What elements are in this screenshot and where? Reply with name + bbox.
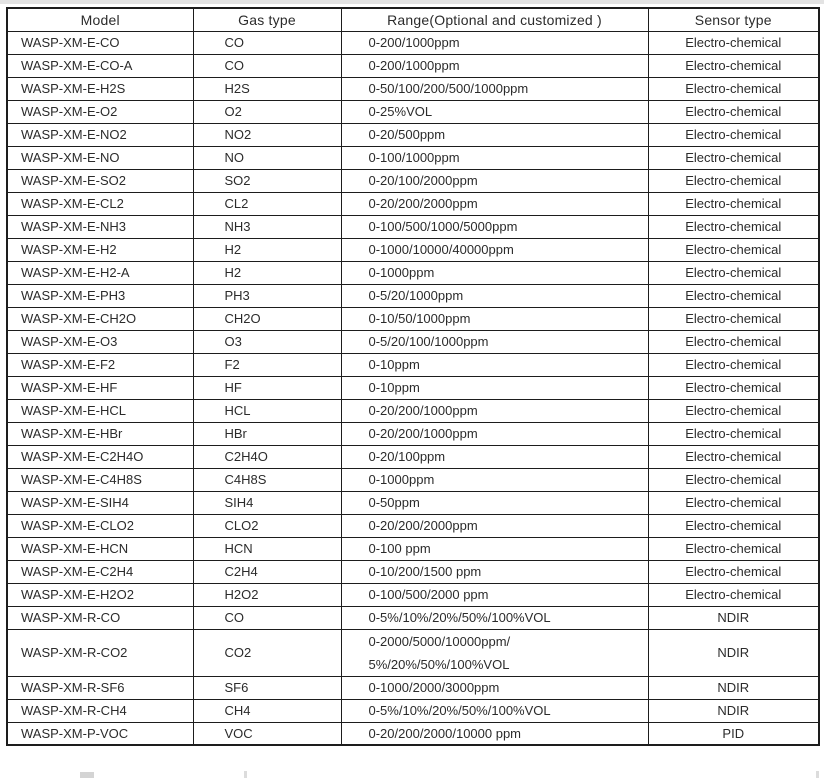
model-cell: WASP-XM-E-NH3 bbox=[7, 215, 193, 238]
range-cell bbox=[341, 238, 648, 261]
range-cell bbox=[341, 330, 648, 353]
gas-cell: CLO2 bbox=[193, 514, 341, 537]
range-cell bbox=[341, 376, 648, 399]
table-row bbox=[7, 169, 819, 192]
gas-cell: SO2 bbox=[193, 169, 341, 192]
model-cell: WASP-XM-E-H2 bbox=[7, 238, 193, 261]
table-row bbox=[7, 54, 819, 77]
sensor-cell: Electro-chemical bbox=[648, 77, 819, 100]
range-cell bbox=[341, 629, 648, 676]
range-line: 0-25%VOL bbox=[368, 104, 433, 119]
range-line: 0-1000/10000/40000ppm bbox=[368, 242, 514, 257]
gas-cell: H2S bbox=[193, 77, 341, 100]
table-row bbox=[7, 583, 819, 606]
sensor-cell: Electro-chemical bbox=[648, 238, 819, 261]
gas-cell: CO bbox=[193, 31, 341, 54]
range-cell bbox=[341, 146, 648, 169]
sensor-cell: Electro-chemical bbox=[648, 399, 819, 422]
range-line: 0-1000ppm bbox=[368, 472, 435, 487]
sensor-cell: Electro-chemical bbox=[648, 215, 819, 238]
selection-tick-icon bbox=[816, 771, 819, 778]
model-cell: WASP-XM-E-CH2O bbox=[7, 307, 193, 330]
table-row bbox=[7, 399, 819, 422]
table-row bbox=[7, 192, 819, 215]
range-cell bbox=[341, 192, 648, 215]
range-line: 0-5/20/100/1000ppm bbox=[368, 334, 489, 349]
table-row bbox=[7, 215, 819, 238]
sensor-cell: Electro-chemical bbox=[648, 192, 819, 215]
range-cell bbox=[341, 353, 648, 376]
sensor-cell: NDIR bbox=[648, 699, 819, 722]
range-line: 0-20/100/2000ppm bbox=[368, 173, 478, 188]
gas-cell: HCL bbox=[193, 399, 341, 422]
range-cell bbox=[341, 722, 648, 745]
model-cell: WASP-XM-R-SF6 bbox=[7, 676, 193, 699]
range-line: 0-20/100ppm bbox=[368, 449, 446, 464]
table-body bbox=[7, 31, 819, 745]
header-cell-gas: Gas type bbox=[193, 8, 341, 31]
range-line: 0-2000/5000/10000ppm/ bbox=[368, 633, 511, 649]
range-line: 0-20/500ppm bbox=[368, 127, 446, 142]
gas-cell: CO2 bbox=[193, 629, 341, 676]
range-cell bbox=[341, 560, 648, 583]
table-row bbox=[7, 629, 819, 676]
range-cell bbox=[341, 676, 648, 699]
table-row bbox=[7, 537, 819, 560]
model-cell: WASP-XM-E-C4H8S bbox=[7, 468, 193, 491]
model-cell: WASP-XM-E-H2O2 bbox=[7, 583, 193, 606]
sensor-cell: Electro-chemical bbox=[648, 100, 819, 123]
table-row bbox=[7, 514, 819, 537]
model-cell: WASP-XM-E-CLO2 bbox=[7, 514, 193, 537]
range-cell bbox=[341, 169, 648, 192]
range-line: 0-1000ppm bbox=[368, 265, 435, 280]
model-cell: WASP-XM-R-CO bbox=[7, 606, 193, 629]
sensor-cell: Electro-chemical bbox=[648, 54, 819, 77]
range-line: 0-100 ppm bbox=[368, 541, 431, 556]
range-line: 0-20/200/2000ppm bbox=[368, 518, 478, 533]
range-cell bbox=[341, 399, 648, 422]
model-cell: WASP-XM-E-NO bbox=[7, 146, 193, 169]
model-cell: WASP-XM-E-PH3 bbox=[7, 284, 193, 307]
model-cell: WASP-XM-R-CH4 bbox=[7, 699, 193, 722]
range-line: 0-20/200/2000/10000 ppm bbox=[368, 725, 522, 741]
gas-cell: NO bbox=[193, 146, 341, 169]
table-row bbox=[7, 261, 819, 284]
range-line: 0-200/1000ppm bbox=[368, 58, 460, 73]
model-cell: WASP-XM-E-NO2 bbox=[7, 123, 193, 146]
gas-detector-spec-table bbox=[6, 7, 820, 746]
range-line: 0-10/200/1500 ppm bbox=[368, 564, 482, 579]
table-header-row bbox=[7, 8, 819, 31]
range-cell bbox=[341, 307, 648, 330]
sensor-cell: Electro-chemical bbox=[648, 330, 819, 353]
model-cell: WASP-XM-E-C2H4 bbox=[7, 560, 193, 583]
sensor-cell: Electro-chemical bbox=[648, 284, 819, 307]
sensor-cell: Electro-chemical bbox=[648, 376, 819, 399]
range-line: 0-100/500/2000 ppm bbox=[368, 587, 489, 602]
range-cell bbox=[341, 123, 648, 146]
model-cell: WASP-XM-E-HCL bbox=[7, 399, 193, 422]
gas-cell: CH4 bbox=[193, 699, 341, 722]
range-cell bbox=[341, 468, 648, 491]
top-edge-strip bbox=[0, 0, 824, 4]
sensor-cell: Electro-chemical bbox=[648, 169, 819, 192]
sensor-cell: Electro-chemical bbox=[648, 583, 819, 606]
gas-cell: NO2 bbox=[193, 123, 341, 146]
range-line: 0-20/200/1000ppm bbox=[368, 403, 478, 418]
model-cell: WASP-XM-E-CO-A bbox=[7, 54, 193, 77]
gas-cell: HCN bbox=[193, 537, 341, 560]
range-line: 0-100/500/1000/5000ppm bbox=[368, 219, 518, 234]
gas-cell: CL2 bbox=[193, 192, 341, 215]
model-cell: WASP-XM-E-SIH4 bbox=[7, 491, 193, 514]
range-line: 0-20/200/1000ppm bbox=[368, 426, 478, 441]
model-cell: WASP-XM-E-HF bbox=[7, 376, 193, 399]
header-cell-range: Range(Optional and customized ) bbox=[341, 8, 648, 31]
range-line: 0-5%/10%/20%/50%/100%VOL bbox=[368, 703, 551, 718]
range-line: 0-10ppm bbox=[368, 380, 420, 395]
sensor-cell: Electro-chemical bbox=[648, 491, 819, 514]
range-line: 0-10ppm bbox=[368, 357, 420, 372]
sensor-cell: Electro-chemical bbox=[648, 514, 819, 537]
gas-cell: H2 bbox=[193, 261, 341, 284]
table-resize-handle bbox=[80, 772, 94, 778]
range-line: 0-50/100/200/500/1000ppm bbox=[368, 81, 529, 96]
table-row bbox=[7, 445, 819, 468]
table-row bbox=[7, 699, 819, 722]
sensor-cell: NDIR bbox=[648, 606, 819, 629]
table-row bbox=[7, 468, 819, 491]
gas-cell: F2 bbox=[193, 353, 341, 376]
gas-cell: VOC bbox=[193, 722, 341, 745]
range-line: 0-1000/2000/3000ppm bbox=[368, 680, 500, 695]
model-cell: WASP-XM-E-SO2 bbox=[7, 169, 193, 192]
range-cell bbox=[341, 77, 648, 100]
gas-cell: CO bbox=[193, 54, 341, 77]
sensor-cell: Electro-chemical bbox=[648, 146, 819, 169]
range-cell bbox=[341, 284, 648, 307]
sensor-cell: Electro-chemical bbox=[648, 353, 819, 376]
gas-cell: SIH4 bbox=[193, 491, 341, 514]
table-row bbox=[7, 284, 819, 307]
table-row bbox=[7, 422, 819, 445]
table-row bbox=[7, 353, 819, 376]
range-cell bbox=[341, 514, 648, 537]
model-cell: WASP-XM-E-CO bbox=[7, 31, 193, 54]
model-cell: WASP-XM-R-CO2 bbox=[7, 629, 193, 676]
sensor-cell: Electro-chemical bbox=[648, 261, 819, 284]
range-cell bbox=[341, 54, 648, 77]
table-row bbox=[7, 560, 819, 583]
sensor-cell: Electro-chemical bbox=[648, 307, 819, 330]
gas-cell: HBr bbox=[193, 422, 341, 445]
range-line: 0-20/200/2000ppm bbox=[368, 196, 478, 211]
sensor-cell: NDIR bbox=[648, 629, 819, 676]
gas-cell: H2 bbox=[193, 238, 341, 261]
range-line: 0-200/1000ppm bbox=[368, 35, 460, 50]
sensor-cell: Electro-chemical bbox=[648, 445, 819, 468]
sensor-cell: Electro-chemical bbox=[648, 31, 819, 54]
model-cell: WASP-XM-E-C2H4O bbox=[7, 445, 193, 468]
model-cell: WASP-XM-E-HBr bbox=[7, 422, 193, 445]
gas-cell: C4H8S bbox=[193, 468, 341, 491]
gas-cell: C2H4O bbox=[193, 445, 341, 468]
model-cell: WASP-XM-E-F2 bbox=[7, 353, 193, 376]
model-cell: WASP-XM-E-O2 bbox=[7, 100, 193, 123]
table-row bbox=[7, 146, 819, 169]
gas-cell: O2 bbox=[193, 100, 341, 123]
gas-cell: NH3 bbox=[193, 215, 341, 238]
range-cell bbox=[341, 31, 648, 54]
range-cell bbox=[341, 445, 648, 468]
model-cell: WASP-XM-E-H2S bbox=[7, 77, 193, 100]
model-cell: WASP-XM-P-VOC bbox=[7, 722, 193, 745]
range-line: 0-5/20/1000ppm bbox=[368, 288, 464, 303]
sensor-cell: PID bbox=[648, 722, 819, 745]
range-line: 0-10/50/1000ppm bbox=[368, 311, 471, 326]
gas-cell: H2O2 bbox=[193, 583, 341, 606]
model-cell: WASP-XM-E-O3 bbox=[7, 330, 193, 353]
sensor-cell: Electro-chemical bbox=[648, 468, 819, 491]
range-cell bbox=[341, 699, 648, 722]
table-row bbox=[7, 31, 819, 54]
range-cell bbox=[341, 583, 648, 606]
range-cell bbox=[341, 491, 648, 514]
header-cell-model: Model bbox=[7, 8, 193, 31]
table-row bbox=[7, 491, 819, 514]
gas-cell: CO bbox=[193, 606, 341, 629]
model-cell: WASP-XM-E-HCN bbox=[7, 537, 193, 560]
range-line: 5%/20%/50%/100%VOL bbox=[368, 656, 510, 672]
table-row bbox=[7, 307, 819, 330]
range-line: 0-100/1000ppm bbox=[368, 150, 460, 165]
table-row bbox=[7, 123, 819, 146]
sensor-cell: NDIR bbox=[648, 676, 819, 699]
range-cell bbox=[341, 422, 648, 445]
range-line: 0-50ppm bbox=[368, 495, 420, 510]
range-cell bbox=[341, 215, 648, 238]
gas-cell: SF6 bbox=[193, 676, 341, 699]
table-row bbox=[7, 606, 819, 629]
gas-cell: C2H4 bbox=[193, 560, 341, 583]
table-row bbox=[7, 100, 819, 123]
table-row bbox=[7, 330, 819, 353]
gas-cell: HF bbox=[193, 376, 341, 399]
range-cell bbox=[341, 606, 648, 629]
table-row bbox=[7, 722, 819, 745]
table-row bbox=[7, 376, 819, 399]
range-cell bbox=[341, 100, 648, 123]
range-cell bbox=[341, 261, 648, 284]
model-cell: WASP-XM-E-CL2 bbox=[7, 192, 193, 215]
table-row bbox=[7, 238, 819, 261]
sensor-cell: Electro-chemical bbox=[648, 560, 819, 583]
header-cell-sensor: Sensor type bbox=[648, 8, 819, 31]
table-row bbox=[7, 77, 819, 100]
sensor-cell: Electro-chemical bbox=[648, 123, 819, 146]
gas-cell: O3 bbox=[193, 330, 341, 353]
sensor-cell: Electro-chemical bbox=[648, 537, 819, 560]
range-cell bbox=[341, 537, 648, 560]
range-line: 0-5%/10%/20%/50%/100%VOL bbox=[368, 610, 551, 625]
model-cell: WASP-XM-E-H2-A bbox=[7, 261, 193, 284]
gas-cell: PH3 bbox=[193, 284, 341, 307]
sensor-cell: Electro-chemical bbox=[648, 422, 819, 445]
selection-tick-icon bbox=[244, 771, 247, 778]
gas-cell: CH2O bbox=[193, 307, 341, 330]
table-row bbox=[7, 676, 819, 699]
